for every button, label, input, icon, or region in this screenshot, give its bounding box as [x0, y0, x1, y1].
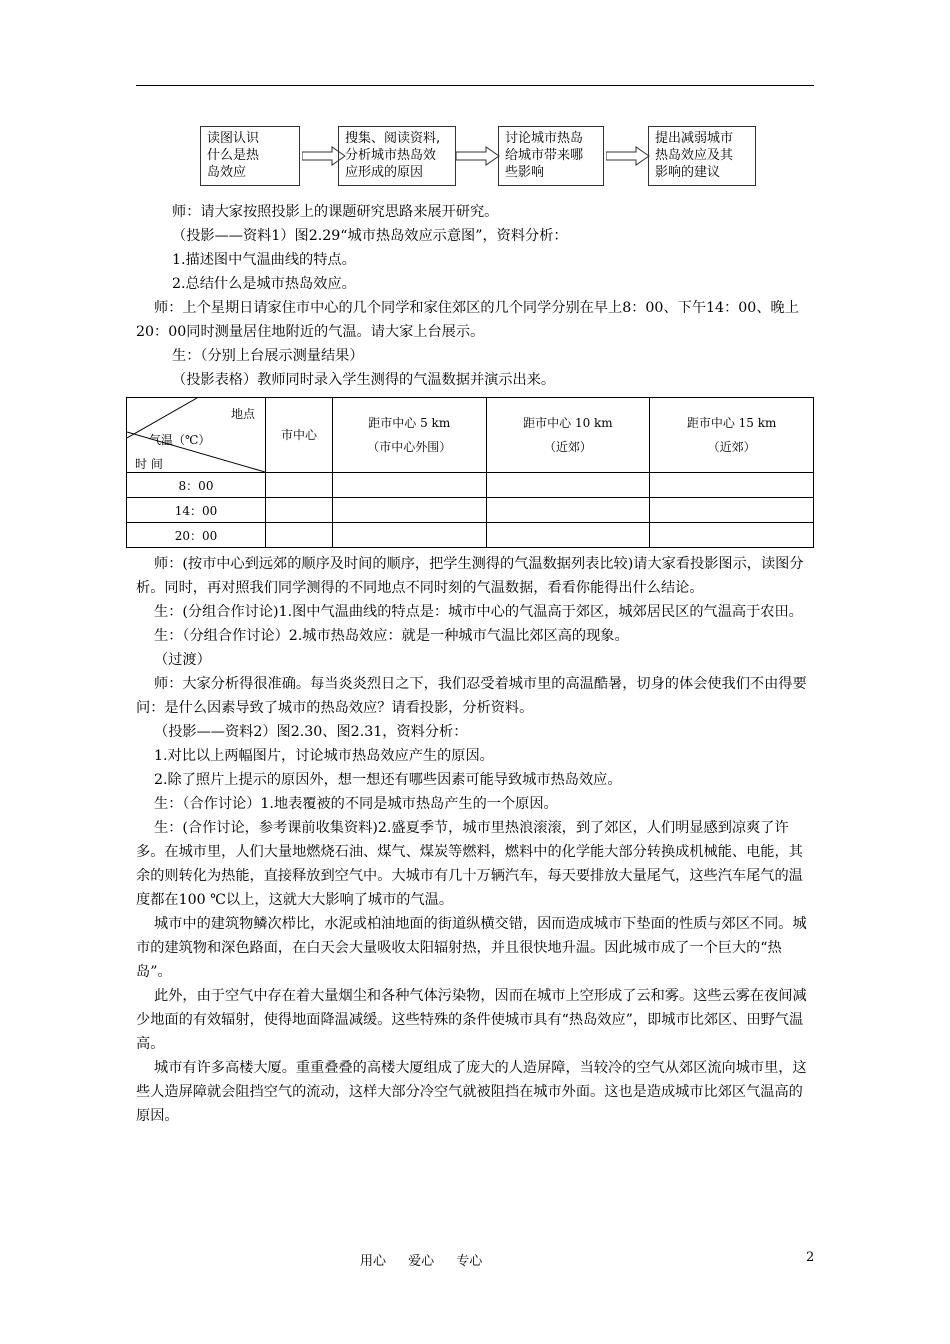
flow-step-text: 应形成的原因 — [345, 165, 424, 180]
flow-step-text: 岛效应 — [207, 165, 247, 180]
paragraph: （过渡） — [154, 652, 211, 668]
corner-label-location: 地点 — [230, 407, 255, 421]
flow-step-text: 给城市带来哪 — [505, 148, 584, 163]
corner-label-temp: 气温（℃） — [149, 433, 211, 447]
footer-motto: 用心 爱心 专心 — [360, 1254, 483, 1269]
flow-step-text: 讨论城市热岛 — [505, 131, 584, 146]
header-rule — [136, 85, 814, 86]
table-cell — [486, 473, 650, 498]
page-number: 2 — [806, 1250, 815, 1265]
flow-arrow-icon — [456, 146, 500, 166]
paragraph: 生：（分组合作讨论）2.城市热岛效应：就是一种城市气温比郊区高的现象。 — [154, 628, 629, 644]
flow-step-4 — [648, 126, 756, 186]
table-row — [127, 498, 814, 523]
column-header-line: 距市中心 10 km — [523, 416, 613, 430]
paragraph: 师：上个星期日请家住市中心的几个同学和家住郊区的几个同学分别在早上8：00、下午14：00、晚上20：00同时测量居住地附近的气温。请大家上台展示。 — [136, 300, 799, 340]
table-cell — [650, 523, 814, 548]
paragraph: 生：（分别上台展示测量结果） — [172, 348, 364, 364]
table-cell — [332, 523, 486, 548]
paragraph: （投影——资料1）图2.29“城市热岛效应示意图”，资料分析： — [172, 228, 568, 244]
table-corner-cell — [127, 398, 266, 473]
paragraph: 城市中的建筑物鳞次栉比，水泥或柏油地面的街道纵横交错，因而造成城市下垫面的性质与郊区不同。城市的建筑物和深色路面，在白天会大量吸收太阳辐射热，并且很快地升温。因此城市成了一个巨大的“热岛”。 — [136, 916, 807, 980]
paragraph: 2.除了照片上提示的原因外，想一想还有哪些因素可能导致城市热岛效应。 — [154, 772, 622, 788]
flow-arrow-icon — [606, 146, 650, 166]
table-cell — [332, 498, 486, 523]
table-row — [127, 523, 814, 548]
flow-step-2 — [338, 126, 456, 186]
column-header — [486, 398, 650, 473]
flow-step-text: 分析城市热岛效 — [345, 148, 437, 163]
flow-step-text: 影响的建议 — [655, 165, 721, 180]
paragraph: 2.总结什么是城市热岛效应。 — [172, 276, 356, 292]
corner-label-time: 时 间 — [135, 457, 163, 471]
table-cell — [266, 498, 333, 523]
flow-step-text: 搜集、阅读资料, — [345, 131, 441, 146]
flow-step-text: 提出减弱城市 — [655, 131, 734, 146]
table-cell — [650, 473, 814, 498]
table-cell — [332, 473, 486, 498]
paragraph: 1.对比以上两幅图片，讨论城市热岛效应产生的原因。 — [154, 748, 494, 764]
paragraph: 此外，由于空气中存在着大量烟尘和各种气体污染物，因而在城市上空形成了云和雾。这些云雾在夜间减少地面的有效辐射，使得地面降温减缓。这些特殊的条件使城市具有“热岛效应”，即城市比郊区、田野气温高。 — [136, 988, 807, 1052]
paragraph: 城市有许多高楼大厦。重重叠叠的高楼大厦组成了庞大的人造屏障，当较冷的空气从郊区流向城市里，这些人造屏障就会阻挡空气的流动，这样大部分冷空气就被阻挡在城市外面。这也是造成城市比郊区气温高的原因。 — [136, 1060, 807, 1124]
column-header-line: 市中心 — [280, 428, 317, 442]
text-block-bottom — [136, 552, 814, 1128]
flow-step-3 — [498, 126, 604, 186]
column-header-line: 距市中心 15 km — [686, 416, 777, 430]
row-time: 20：00 — [127, 523, 266, 548]
table-cell — [266, 473, 333, 498]
paragraph: 1.描述图中气温曲线的特点。 — [172, 252, 356, 268]
paragraph: 师：(按市中心到远郊的顺序及时间的顺序，把学生测得的气温数据列表比较)请大家看投影图示，读图分析。同时，再对照我们同学测得的不同地点不同时刻的气温数据，看看你能得出什么结论。 — [136, 556, 804, 596]
column-header — [266, 398, 333, 473]
table-cell — [486, 523, 650, 548]
table-cell — [486, 498, 650, 523]
table-cell — [266, 523, 333, 548]
paragraph: 生：（合作讨论）1.地表覆被的不同是城市热岛产生的一个原因。 — [154, 796, 558, 812]
paragraph: （投影表格）教师同时录入学生测得的气温数据并演示出来。 — [172, 372, 556, 388]
temperature-table — [126, 397, 814, 548]
column-header-line: （近郊） — [707, 440, 756, 454]
table-cell — [650, 498, 814, 523]
research-flow-diagram — [0, 126, 950, 188]
column-header-line: （市中心外围） — [367, 440, 452, 454]
paragraph: 生：(合作讨论，参考课前收集资料)2.盛夏季节，城市里热浪滚滚，到了郊区，人们明显感到凉爽了许多。在城市里，人们大量地燃烧石油、煤气、煤炭等燃料，燃料中的化学能大部分转换成机械能、电能，其余的则转化为热能，直接释放到空气中。大城市有几十万辆汽车，每天要排放大量尾气，这些汽车尾气的温度都在100 ℃以上，这就大大影响了城市的气温。 — [136, 820, 803, 908]
paragraph: 生：(分组合作讨论)1.图中气温曲线的特点是：城市中心的气温高于郊区，城郊居民区的气温高于农田。 — [154, 604, 803, 620]
table-row — [127, 473, 814, 498]
paragraph: 师：请大家按照投影上的课题研究思路来展开研究。 — [172, 204, 499, 220]
flow-step-text: 热岛效应及其 — [655, 148, 734, 163]
table-header-row — [127, 398, 814, 473]
column-header — [650, 398, 814, 473]
paragraph: 师：大家分析得很准确。每当炎炎烈日之下，我们忍受着城市里的高温酷暑，切身的体会使我们不由得要问：是什么因素导致了城市的热岛效应？请看投影，分析资料。 — [136, 676, 807, 716]
column-header-line: （近郊） — [543, 440, 592, 454]
flow-step-text: 些影响 — [505, 165, 545, 180]
flow-step-text: 什么是热 — [207, 148, 260, 163]
row-time: 8：00 — [127, 473, 266, 498]
column-header-line: 距市中心 5 km — [368, 416, 451, 430]
row-time: 14：00 — [127, 498, 266, 523]
flow-step-1 — [200, 126, 300, 186]
paragraph: （投影——资料2）图2.30、图2.31，资料分析： — [154, 724, 468, 740]
column-header — [332, 398, 486, 473]
flow-step-text: 读图认识 — [207, 131, 260, 146]
text-block-top — [136, 200, 814, 392]
